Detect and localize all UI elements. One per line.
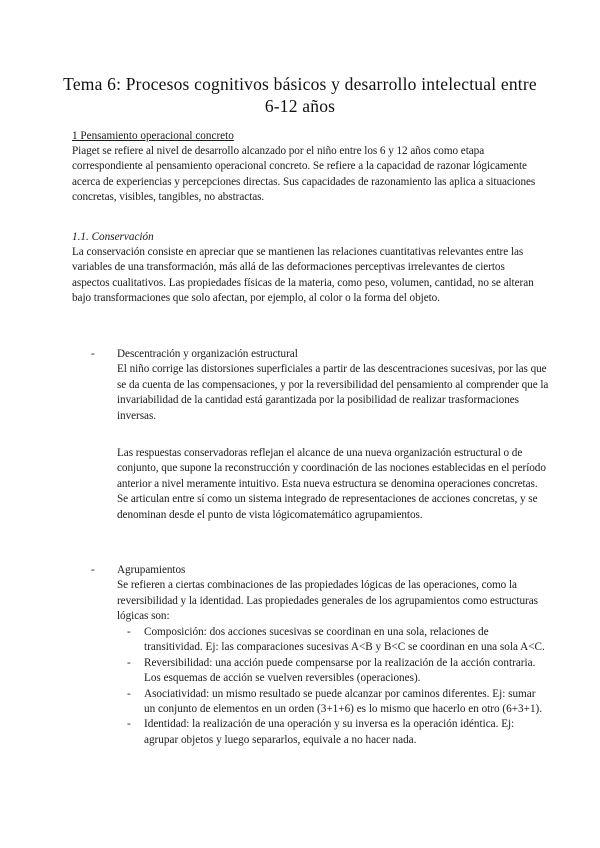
section-1-text: Piaget se refiere al nivel de desarrollo alcanzado por el niño entre los 6 y 12 años como etapa correspondiente al pensamiento operacional concreto. Se refiere a la capacidad de razonar lógicamente acerca de experiencias y percepciones directas. Sus capacidades de razonamiento las aplica a situaciones concretas, visibles, tangibles, no abstractas. <box>72 145 536 204</box>
list-item-text: Composición: dos acciones sucesivas se coordinan en una sola, relaciones de transitividad. Ej: las comparaciones sucesivas A<B y B<C se coordinan en una sola A<C. <box>144 626 545 654</box>
sub-dash: - <box>127 626 131 638</box>
sub-dash: - <box>127 687 131 700</box>
section-1-heading: 1 Pensamiento operacional concreto <box>72 130 234 142</box>
list-item <box>117 656 549 687</box>
bullet-title: Agrupamientos <box>117 564 186 576</box>
bullet-dash: - <box>91 348 95 360</box>
bullet-dash: - <box>91 564 95 576</box>
bullet-descentracion <box>117 347 549 424</box>
section-1-1 <box>72 230 544 307</box>
list-item-text: Identidad: la realización de una operación y su inversa es la operación idéntica. Ej: agrupar objetos y luego separarlos, equivale a no hacer nada. <box>144 718 515 746</box>
bullet-text-2: Las respuestas conservadoras reflejan el alcance de una nueva organización estructural o de conjunto, que supone la reconstrucción y coordinación de las nociones establecidas en el período anterior a nivel meramente intuitivo. Esta nueva estructura se denomina operaciones concretas. Se articulan entre sí como un sistema integrado de representaciones de acciones concretas, y se denominan desde el punto de vista lógicomatemático agrupamientos. <box>117 447 546 521</box>
page-title: Tema 6: Procesos cognitivos básicos y desarrollo intelectual entre 6-12 años <box>63 74 537 116</box>
sub-dash: - <box>127 656 131 669</box>
list-item-text: Reversibilidad: una acción puede compensarse por la realización de la acción contraria. Los esquemas de acción se vuelven reversibles (operaciones). <box>144 656 536 685</box>
bullet-title: Descentración y organización estructural <box>117 348 298 360</box>
section-1-1-text: La conservación consiste en apreciar que se mantienen las relaciones cuantitativas relevantes entre las variables de una transformación, más allá de las deformaciones perceptivas irrelevantes de ciertos aspectos cualitativos. Las propiedades físicas de la materia, como peso, volumen, cantidad, no se alteran bajo transformaciones que solo afectan, por ejemplo, al color o la forma del objeto. <box>72 246 534 305</box>
list-item <box>117 687 549 718</box>
bullet-text: El niño corrige las distorsiones superficiales a partir de las descentraciones sucesivas, por las que se da cuenta de las compensaciones, y por la reversibilidad del pensamiento al comprender que la invariabilidad de la cantidad está garantizada por la posibilidad de realizar trasformaciones inversas. <box>117 363 549 422</box>
bullet-agrupamientos <box>117 563 549 625</box>
properties-list <box>117 625 549 748</box>
bullet-text: Se refieren a ciertas combinaciones de las propiedades lógicas de las operaciones, como la reversibilidad y la identidad. Las propiedades generales de los agrupamientos como estructuras lógicas son: <box>117 579 538 623</box>
bullet-descentracion-paragraph-2 <box>117 446 549 523</box>
sub-dash: - <box>127 718 131 731</box>
list-item <box>117 717 549 748</box>
section-1 <box>72 129 544 206</box>
list-item-text: Asociatividad: un mismo resultado se puede alcanzar por caminos diferentes. Ej: sumar un conjunto de elementos en un orden (3+1+6) es lo mismo que hacerlo en otro (6+3+1). <box>144 687 543 716</box>
section-1-1-heading: 1.1. Conservación <box>72 231 154 243</box>
list-item <box>117 625 549 656</box>
